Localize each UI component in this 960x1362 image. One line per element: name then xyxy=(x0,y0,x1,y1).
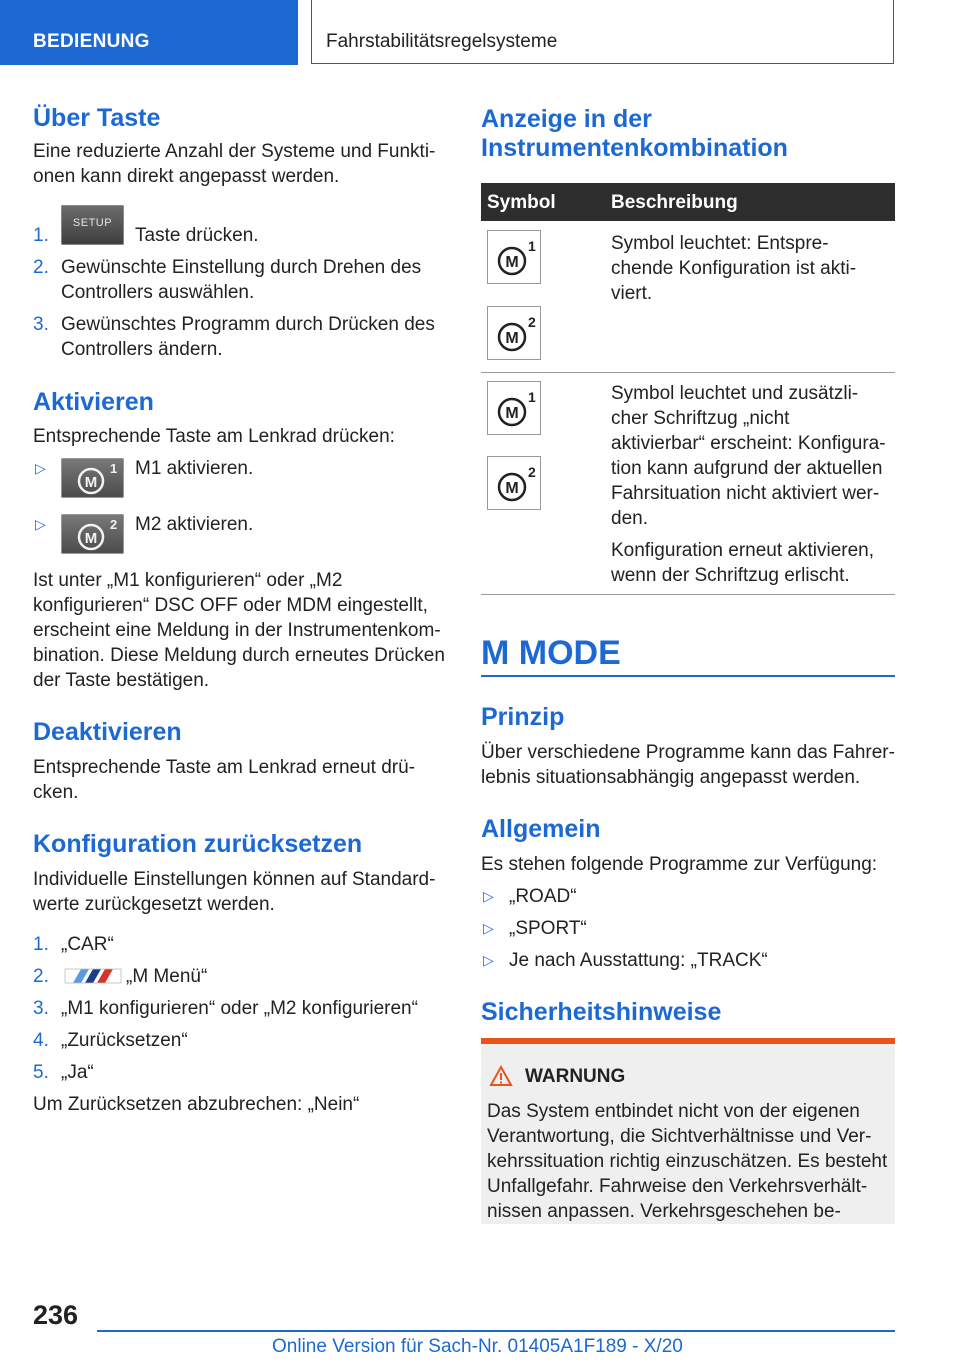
svg-text:M: M xyxy=(505,254,519,271)
aktivieren-para: konfigurieren“ DSC OFF oder MDM eingestellt, xyxy=(33,595,428,616)
svg-text:M: M xyxy=(84,530,98,547)
deaktivieren-text: Entsprechende Taste am Lenkrad erneut drü- xyxy=(33,757,415,778)
bullet-icon: ▷ xyxy=(35,516,46,532)
table-cell-desc: Fahrsituation nicht aktiviert wer- xyxy=(611,483,880,504)
svg-text:M: M xyxy=(84,474,98,491)
step-number: 5. xyxy=(33,1062,49,1083)
table-cell-desc: tion kann aufgrund der aktuellen xyxy=(611,458,883,479)
warning-text: Das System entbindet nicht von der eigenen xyxy=(487,1101,860,1122)
taste-intro-2: onen kann direkt angepasst werden. xyxy=(33,166,340,187)
svg-text:M: M xyxy=(505,405,519,422)
m-stripes-icon xyxy=(61,967,123,985)
m2-key-icon xyxy=(61,514,124,554)
reset-step-text: „CAR“ xyxy=(61,934,114,955)
svg-text:1: 1 xyxy=(528,389,536,405)
taste-intro-1: Eine reduzierte Anzahl der Systeme und Funkti- xyxy=(33,141,436,162)
table-bottom-rule xyxy=(481,594,895,595)
m-mode-rule xyxy=(481,675,895,677)
heading-anzeige-1: Anzeige in der xyxy=(481,105,652,133)
warning-title: WARNUNG xyxy=(525,1066,626,1087)
allgemein-intro: Es stehen folgende Programme zur Verfügung: xyxy=(481,854,878,875)
footer-text: Online Version für Sach-Nr. 01405A1F189 - X/20 xyxy=(272,1336,683,1357)
svg-text:1: 1 xyxy=(110,461,118,476)
reset-intro: werte zurückgesetzt werden. xyxy=(33,894,275,915)
table-cell-desc: aktivierbar“ erscheint: Konfigura- xyxy=(611,433,886,454)
step-number: 3. xyxy=(33,998,49,1019)
program-item: „ROAD“ xyxy=(509,886,577,907)
footer-rule xyxy=(97,1330,895,1332)
prinzip-text: Über verschiedene Programme kann das Fahrer- xyxy=(481,742,895,763)
svg-text:2: 2 xyxy=(528,314,536,330)
reset-step-text: „Ja“ xyxy=(61,1062,94,1083)
step-number: 4. xyxy=(33,1030,49,1051)
warning-box xyxy=(481,1044,895,1224)
heading-allgemein: Allgemein xyxy=(481,815,601,843)
heading-deaktivieren: Deaktivieren xyxy=(33,718,182,746)
heading-prinzip: Prinzip xyxy=(481,703,565,731)
m2-display-icon xyxy=(487,456,541,510)
reset-cancel-text: Um Zurücksetzen abzubrechen: „Nein“ xyxy=(33,1094,360,1115)
header-chapter-tab xyxy=(311,0,894,64)
step-text: Controllers ändern. xyxy=(61,339,223,360)
deaktivieren-text: cken. xyxy=(33,782,79,803)
m1-display-icon xyxy=(487,381,541,435)
svg-text:2: 2 xyxy=(110,517,118,532)
table-cell-desc: Konfiguration erneut aktivieren, xyxy=(611,540,874,561)
step-number: 1. xyxy=(33,934,49,955)
step-text: Controllers auswählen. xyxy=(61,282,255,303)
aktivieren-para: der Taste bestätigen. xyxy=(33,670,210,691)
table-cell-desc: cher Schriftzug „nicht xyxy=(611,408,790,429)
bullet-icon: ▷ xyxy=(483,888,494,904)
bullet-icon: ▷ xyxy=(483,920,494,936)
heading-aktivieren: Aktivieren xyxy=(33,388,154,416)
m1-display-icon xyxy=(487,230,541,284)
heading-konfiguration-zuruecksetzen: Konfiguration zurücksetzen xyxy=(33,830,363,858)
aktivieren-intro: Entsprechende Taste am Lenkrad drücken: xyxy=(33,426,395,447)
heading-anzeige-2: Instrumentenkombination xyxy=(481,134,788,162)
aktivieren-para: bination. Diese Meldung durch erneutes Drücken xyxy=(33,645,445,666)
step-number: 2. xyxy=(33,966,49,987)
reset-step-text: „Zurücksetzen“ xyxy=(61,1030,188,1051)
warning-text: Verantwortung, die Sichtverhältnisse und Ver- xyxy=(487,1126,872,1147)
table-row-divider xyxy=(481,372,895,373)
program-item: „SPORT“ xyxy=(509,918,587,939)
step-text: Taste drücken. xyxy=(135,225,259,246)
step-text: Gewünschte Einstellung durch Drehen des xyxy=(61,257,422,278)
header-section-label: BEDIENUNG xyxy=(33,31,150,52)
m2-display-icon xyxy=(487,306,541,360)
m1-key-icon xyxy=(61,458,124,498)
table-col-beschreibung: Beschreibung xyxy=(611,192,738,213)
page-number: 236 xyxy=(33,1300,79,1330)
table-cell-desc: viert. xyxy=(611,283,653,304)
svg-text:M: M xyxy=(505,480,519,497)
step-number: 1. xyxy=(33,225,49,246)
step-text: Gewünschtes Programm durch Drücken des xyxy=(61,314,435,335)
aktivieren-item-text: M2 aktivieren. xyxy=(135,514,254,535)
table-cell-desc: chende Konfiguration ist akti- xyxy=(611,258,857,279)
table-cell-desc: Symbol leuchtet und zusätzli- xyxy=(611,383,859,404)
aktivieren-para: Ist unter „M1 konfigurieren“ oder „M2 xyxy=(33,570,343,591)
table-header xyxy=(481,183,895,221)
step-number: 3. xyxy=(33,314,49,335)
program-item: Je nach Ausstattung: „TRACK“ xyxy=(509,950,768,971)
header-section-tab xyxy=(0,0,298,65)
aktivieren-para: erscheint eine Meldung in der Instrumentenkom- xyxy=(33,620,441,641)
warning-text: kehrssituation richtig einzuschätzen. Es besteht xyxy=(487,1151,888,1172)
svg-text:1: 1 xyxy=(528,238,536,254)
header-chapter-label: Fahrstabilitätsregelsysteme xyxy=(326,31,558,52)
svg-text:M: M xyxy=(505,330,519,347)
setup-key-icon xyxy=(61,205,124,245)
setup-key-label: SETUP xyxy=(72,217,113,229)
warning-triangle-icon xyxy=(489,1065,513,1087)
warning-text: Unfallgefahr. Fahrweise den Verkehrsverhält- xyxy=(487,1176,868,1197)
table-cell-desc: den. xyxy=(611,508,648,529)
bullet-icon: ▷ xyxy=(35,460,46,476)
bullet-icon: ▷ xyxy=(483,952,494,968)
heading-m-mode: M MODE xyxy=(481,634,621,672)
heading-sicherheitshinweise: Sicherheitshinweise xyxy=(481,998,722,1026)
table-cell-desc: Symbol leuchtet: Entspre- xyxy=(611,233,829,254)
table-col-symbol: Symbol xyxy=(487,192,556,213)
heading-ueber-taste: Über Taste xyxy=(33,104,161,132)
reset-step-text: „M Menü“ xyxy=(126,966,208,987)
reset-step-text: „M1 konfigurieren“ oder „M2 konfigurieren“ xyxy=(61,998,418,1019)
reset-intro: Individuelle Einstellungen können auf Standard- xyxy=(33,869,436,890)
svg-text:2: 2 xyxy=(528,464,536,480)
warning-text: nissen anpassen. Verkehrsgeschehen be- xyxy=(487,1201,841,1222)
aktivieren-item-text: M1 aktivieren. xyxy=(135,458,254,479)
step-number: 2. xyxy=(33,257,49,278)
prinzip-text: lebnis situationsabhängig angepasst werden. xyxy=(481,767,861,788)
table-cell-desc: wenn der Schriftzug erlischt. xyxy=(611,565,850,586)
